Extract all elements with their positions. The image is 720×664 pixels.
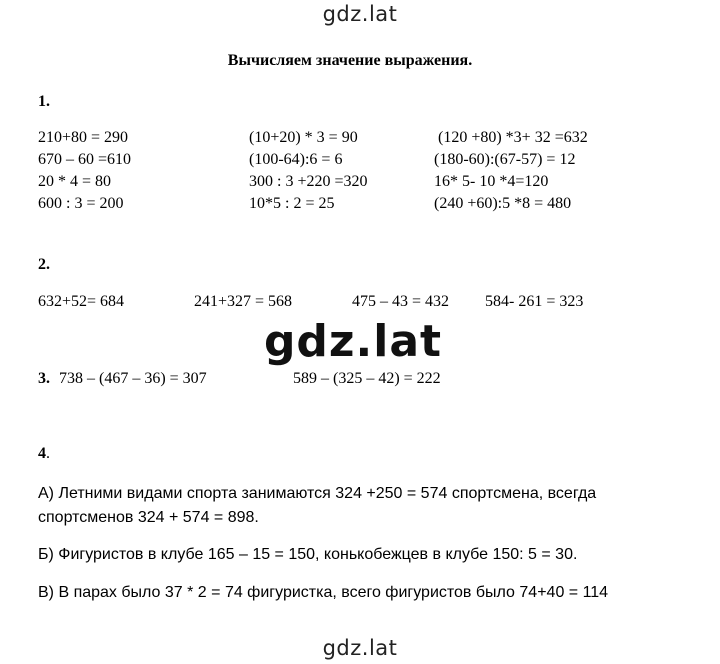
watermark-bottom: gdz.lat	[322, 636, 398, 660]
task2-item-3: 475 – 43 = 432	[352, 293, 450, 310]
task3-number: 3.	[38, 370, 50, 387]
task1-number: 1.	[38, 93, 50, 110]
task2-item-1: 632+52= 684	[38, 293, 125, 310]
task4-dot: .	[46, 445, 50, 462]
task4-answer-v: В) В парах было 37 * 2 = 74 фигуристка, всего фигуристов было 74+40 = 114	[38, 584, 609, 601]
task1-col1-row4: 600 : 3 = 200	[38, 195, 124, 212]
watermark-top: gdz.lat	[322, 2, 398, 26]
task1-col1-row1: 210+80 = 290	[38, 129, 129, 146]
task1-col1-row2: 670 – 60 =610	[38, 151, 132, 168]
task4-answer-b: Б) Фигуристов в клубе 165 – 15 = 150, конькобежцев в клубе 150: 5 = 30.	[38, 546, 578, 563]
task1-col3-row2: (180-60):(67-57) = 12	[434, 151, 576, 168]
task1-col1-row3: 20 * 4 = 80	[38, 173, 112, 190]
task1-col3-row1: (120 +80) *3+ 32 =632	[434, 129, 588, 146]
task3-item-2: 589 – (325 – 42) = 222	[293, 370, 441, 387]
task1-col2-row4: 10*5 : 2 = 25	[249, 195, 335, 212]
watermark-center: gdz.lat	[263, 316, 443, 367]
task2-item-4: 584- 261 = 323	[485, 293, 584, 310]
task4-number: 4	[38, 445, 46, 462]
task4-answer-a-line2: спортсменов 324 + 574 = 898.	[38, 509, 259, 526]
task4-answer-a-line1: А) Летними видами спорта занимаются 324 +250 = 574 спортсмена, всегда	[38, 485, 597, 502]
task1-col2-row3: 300 : 3 +220 =320	[249, 173, 368, 190]
task2-number: 2.	[38, 256, 50, 273]
task4-heading	[38, 445, 50, 463]
task3-item-1: 738 – (467 – 36) = 307	[59, 370, 207, 387]
task2-item-2: 241+327 = 568	[194, 293, 293, 310]
task1-col2-row1: (10+20) * 3 = 90	[249, 129, 358, 146]
task1-col2-row2: (100-64):6 = 6	[249, 151, 343, 168]
task1-col3-row4: (240 +60):5 *8 = 480	[434, 195, 572, 212]
page-title: Вычисляем значение выражения.	[227, 52, 473, 69]
task1-col3-row3: 16* 5- 10 *4=120	[434, 173, 549, 190]
